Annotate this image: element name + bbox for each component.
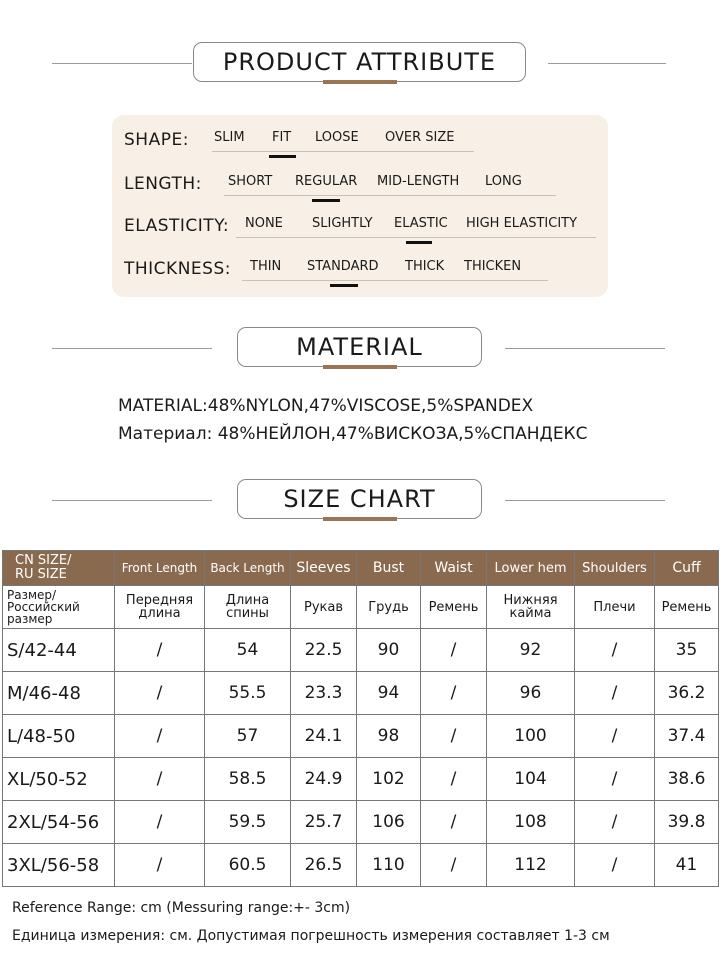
title-accent — [323, 80, 397, 84]
attribute-option: THICKEN — [464, 259, 522, 274]
table-cell: / — [575, 629, 655, 672]
header-size — [3, 551, 115, 586]
ru-header-size — [3, 586, 115, 629]
material-en-value: 48%NYLON,47%VISCOSE,5%SPANDEX — [207, 396, 534, 416]
size-cell: S/42-44 — [3, 629, 115, 672]
ru-header-cell — [421, 586, 487, 629]
ru-header-line: Ремень — [661, 599, 712, 615]
attribute-option-selected: FIT — [272, 130, 292, 145]
header-waist: Waist — [421, 551, 487, 586]
ru-header-line: Рукав — [303, 599, 343, 615]
ru-header-cell — [655, 586, 719, 629]
option-underline — [242, 280, 548, 281]
table-row — [3, 672, 719, 715]
table-cell: 104 — [487, 758, 575, 801]
table-cell: 25.7 — [291, 801, 357, 844]
attribute-option-selected: ELASTIC — [394, 216, 448, 231]
table-row — [3, 801, 719, 844]
table-cell: 59.5 — [205, 801, 291, 844]
table-cell: 57 — [205, 715, 291, 758]
ru-header-size-line: Российский — [7, 600, 80, 614]
ru-header-cell — [291, 586, 357, 629]
header-size-line: CN SIZE/ — [15, 553, 72, 568]
header-shoulders: Shoulders — [575, 551, 655, 586]
table-cell: 96 — [487, 672, 575, 715]
table-cell: 55.5 — [205, 672, 291, 715]
ru-header-line: Плечи — [593, 599, 636, 615]
attribute-option: LONG — [485, 174, 522, 189]
ru-header-cell — [115, 586, 205, 629]
table-cell: / — [575, 801, 655, 844]
ru-header-line: кайма — [509, 606, 552, 621]
table-cell: / — [421, 672, 487, 715]
header-sleeves: Sleeves — [291, 551, 357, 586]
table-cell: / — [115, 801, 205, 844]
attribute-row-thickness — [112, 253, 608, 283]
table-cell: 24.1 — [291, 715, 357, 758]
header-bust: Bust — [357, 551, 421, 586]
table-cell: / — [115, 715, 205, 758]
table-cell: 106 — [357, 801, 421, 844]
selected-marker — [269, 155, 296, 158]
attribute-option: SLIM — [214, 130, 245, 145]
option-underline — [212, 151, 474, 152]
attribute-option: NONE — [245, 216, 283, 231]
table-cell: 102 — [357, 758, 421, 801]
ru-header-size-line: Размер/ — [7, 588, 57, 602]
table-cell: 23.3 — [291, 672, 357, 715]
table-cell: 39.8 — [655, 801, 719, 844]
ru-header-line: спины — [226, 606, 269, 621]
header-lower-hem: Lower hem — [487, 551, 575, 586]
table-cell: 41 — [655, 844, 719, 887]
table-cell: 38.6 — [655, 758, 719, 801]
table-cell: / — [421, 715, 487, 758]
ru-header-cell — [205, 586, 291, 629]
table-cell: / — [115, 844, 205, 887]
divider-left — [52, 348, 212, 349]
table-cell: / — [115, 758, 205, 801]
header-back-length: Back Length — [205, 551, 291, 586]
table-cell: 100 — [487, 715, 575, 758]
material-en — [118, 396, 533, 416]
divider-left — [52, 63, 192, 64]
ru-header-cell — [357, 586, 421, 629]
attribute-label: SHAPE: — [124, 130, 189, 150]
size-cell: L/48-50 — [3, 715, 115, 758]
table-cell: 92 — [487, 629, 575, 672]
selected-marker — [330, 284, 358, 287]
material-ru-value: 48%НЕЙЛОН,47%ВИСКОЗА,5%СПАНДЕКС — [217, 424, 588, 444]
table-ru-header-row — [3, 586, 719, 629]
size-cell: M/46-48 — [3, 672, 115, 715]
ru-header-line: Грудь — [368, 599, 409, 615]
section-title: MATERIAL — [237, 327, 482, 367]
table-cell: / — [115, 672, 205, 715]
size-cell: XL/50-52 — [3, 758, 115, 801]
reference-note-ru: Единица измерения: см. Допустимая погрешность измерения составляет 1-3 см — [12, 928, 610, 944]
title-accent — [323, 517, 397, 521]
table-cell: 110 — [357, 844, 421, 887]
table-cell: / — [115, 629, 205, 672]
ru-header-line: длина — [138, 606, 181, 621]
option-underline — [224, 195, 556, 196]
table-cell: / — [575, 758, 655, 801]
table-cell: / — [575, 672, 655, 715]
attribute-option: THIN — [250, 259, 282, 274]
table-row — [3, 758, 719, 801]
table-cell: 36.2 — [655, 672, 719, 715]
table-header-row — [3, 551, 719, 586]
table-row — [3, 844, 719, 887]
section-title: SIZE CHART — [237, 479, 482, 519]
title-accent — [323, 365, 397, 369]
attribute-option: LOOSE — [315, 130, 359, 145]
material-en-label: MATERIAL: — [118, 396, 208, 416]
ru-header-cell — [575, 586, 655, 629]
section-header-material — [0, 327, 720, 371]
table-cell: 90 — [357, 629, 421, 672]
ru-header-cell — [487, 586, 575, 629]
attribute-option-selected: REGULAR — [295, 174, 358, 189]
attribute-option: THICK — [405, 259, 445, 274]
attribute-row-length — [112, 168, 608, 198]
ru-header-line: Передняя — [125, 593, 194, 608]
table-cell: 98 — [357, 715, 421, 758]
table-cell: 54 — [205, 629, 291, 672]
table-cell: 58.5 — [205, 758, 291, 801]
selected-marker — [406, 241, 432, 244]
divider-right — [548, 63, 666, 64]
attribute-panel — [112, 115, 608, 297]
material-ru — [118, 424, 588, 444]
table-cell: 26.5 — [291, 844, 357, 887]
table-cell: / — [575, 715, 655, 758]
header-cuff: Cuff — [655, 551, 719, 586]
section-title: PRODUCT ATTRIBUTE — [193, 42, 526, 82]
section-header-size-chart — [0, 479, 720, 523]
header-size-line: RU SIZE — [15, 567, 67, 582]
divider-right — [505, 348, 665, 349]
material-ru-label: Материал: — [118, 424, 213, 444]
reference-note-en: Reference Range: cm (Messuring range:+- 3cm) — [12, 900, 351, 916]
attribute-option-selected: STANDARD — [307, 259, 379, 274]
attribute-row-elasticity — [112, 210, 608, 240]
table-cell: 94 — [357, 672, 421, 715]
attribute-label: THICKNESS: — [124, 259, 231, 279]
table-cell: 112 — [487, 844, 575, 887]
header-front-length: Front Length — [115, 551, 205, 586]
attribute-option: OVER SIZE — [385, 130, 455, 145]
table-cell: / — [575, 844, 655, 887]
table-cell: / — [421, 844, 487, 887]
attribute-label: ELASTICITY: — [124, 216, 230, 236]
ru-header-line: Длина — [225, 593, 270, 608]
table-cell: 24.9 — [291, 758, 357, 801]
option-underline — [236, 237, 596, 238]
table-cell: 22.5 — [291, 629, 357, 672]
attribute-option: HIGH ELASTICITY — [466, 216, 578, 231]
selected-marker — [312, 199, 340, 202]
size-cell: 2XL/54-56 — [3, 801, 115, 844]
attribute-row-shape — [112, 124, 608, 154]
table-row — [3, 715, 719, 758]
size-cell: 3XL/56-58 — [3, 844, 115, 887]
table-cell: 60.5 — [205, 844, 291, 887]
attribute-label: LENGTH: — [124, 174, 202, 194]
table-cell: 37.4 — [655, 715, 719, 758]
table-cell: / — [421, 629, 487, 672]
section-header-attributes — [0, 42, 720, 86]
table-cell: 108 — [487, 801, 575, 844]
size-chart-table — [2, 550, 719, 887]
ru-header-size-line: размер — [7, 612, 53, 626]
attribute-option: MID-LENGTH — [377, 174, 460, 189]
attribute-option: SLIGHTLY — [312, 216, 373, 231]
attribute-option: SHORT — [228, 174, 273, 189]
ru-header-line: Ремень — [428, 599, 479, 615]
table-cell: 35 — [655, 629, 719, 672]
table-cell: / — [421, 758, 487, 801]
divider-right — [505, 500, 665, 501]
ru-header-line: Нижняя — [503, 593, 558, 608]
table-cell: / — [421, 801, 487, 844]
divider-left — [52, 500, 212, 501]
table-row — [3, 629, 719, 672]
